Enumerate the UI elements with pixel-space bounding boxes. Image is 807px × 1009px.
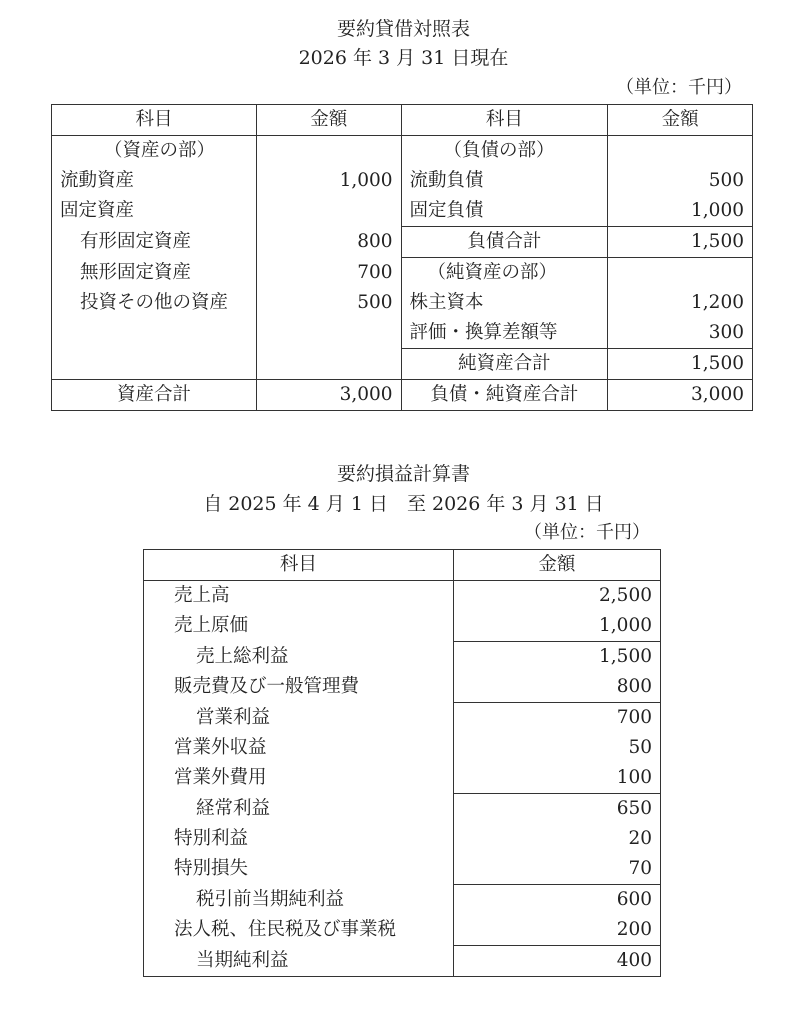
amount-cell: 1,000: [608, 196, 753, 227]
account-label: 売上原価: [174, 615, 249, 637]
table-header-row: [144, 550, 661, 581]
amount-cell: [256, 196, 401, 227]
table-row: [144, 794, 661, 825]
balance-sheet-unit: （単位：千円）: [616, 77, 742, 98]
total-amount: 3,000: [608, 380, 753, 411]
column-header: 科目: [401, 105, 608, 136]
table-row: [52, 196, 753, 227]
account-label: 営業外収益: [174, 737, 267, 758]
account-label: 株主資本: [401, 288, 608, 318]
income-statement-title: 要約損益計算書: [336, 463, 470, 485]
account-label: 営業外費用: [174, 767, 267, 789]
column-header: 科目: [52, 105, 257, 136]
account-label: 売上高: [174, 585, 230, 606]
subtotal-label: 純資産合計: [401, 349, 608, 380]
account-label: 無形固定資産: [80, 261, 192, 283]
account-label: 有形固定資産: [80, 231, 192, 252]
amount-cell: 100: [453, 763, 660, 794]
amount-cell: 200: [453, 915, 660, 946]
income-statement-unit: （単位：千円）: [524, 522, 650, 543]
table-row: [144, 885, 661, 916]
table-row: [52, 227, 753, 258]
amount-cell: [608, 136, 753, 167]
amount-cell: 70: [453, 854, 660, 885]
account-label: [52, 349, 257, 380]
total-amount: 3,000: [256, 380, 401, 411]
amount-cell: 400: [453, 946, 660, 977]
balance-sheet-title: 要約貸借対照表: [336, 18, 470, 40]
subtotal-label: 負債合計: [401, 227, 608, 258]
account-label: 特別利益: [174, 828, 249, 849]
section-heading: （資産の部）: [104, 140, 216, 161]
total-label: 資産合計: [52, 380, 257, 411]
table-row: [52, 166, 753, 196]
column-header: 金額: [256, 105, 401, 136]
account-label: 特別損失: [174, 858, 249, 880]
income-statement-period: 自 2025 年 4 月 1 日 至 2026 年 3 月 31 日: [203, 493, 604, 515]
amount-cell: 500: [256, 288, 401, 318]
total-label: 負債・純資産合計: [401, 380, 608, 411]
section-heading: （純資産の部）: [401, 258, 608, 289]
amount-cell: 700: [256, 258, 401, 289]
column-header: 金額: [608, 105, 753, 136]
amount-cell: 300: [608, 318, 753, 349]
section-heading: （負債の部）: [401, 136, 608, 167]
balance-sheet-table: [51, 104, 753, 411]
amount-cell: 20: [453, 824, 660, 854]
subtotal-label: 税引前当期純利益: [196, 888, 345, 910]
table-row: [52, 258, 753, 289]
amount-cell: 600: [453, 885, 660, 916]
amount-cell: [256, 349, 401, 380]
account-label: [52, 318, 257, 349]
total-row: [52, 380, 753, 411]
balance-sheet-date: 2026 年 3 月 31 日現在: [298, 47, 509, 69]
table-row: [52, 136, 753, 167]
amount-cell: [608, 258, 753, 289]
table-row: [144, 915, 661, 946]
amount-cell: 700: [453, 703, 660, 734]
amount-cell: 1,000: [453, 611, 660, 642]
subtotal-label: 営業利益: [196, 706, 271, 728]
account-label: 固定負債: [401, 196, 608, 227]
table-row: [144, 581, 661, 612]
subtotal-label: 経常利益: [196, 797, 271, 819]
table-row: [52, 349, 753, 380]
amount-cell: 1,000: [256, 166, 401, 196]
subtotal-label: 売上総利益: [196, 645, 289, 667]
table-header-row: [52, 105, 753, 136]
table-row: [144, 611, 661, 642]
table-row: [144, 824, 661, 854]
amount-cell: 1,500: [608, 349, 753, 380]
table-row: [144, 733, 661, 763]
table-row: [144, 642, 661, 673]
amount-cell: 800: [453, 672, 660, 703]
column-header: 科目: [144, 550, 454, 581]
account-label: 流動負債: [401, 166, 608, 196]
account-label: 投資その他の資産: [80, 292, 229, 313]
column-header: 金額: [453, 550, 660, 581]
table-row: [144, 703, 661, 734]
subtotal-label: 当期純利益: [196, 949, 289, 971]
amount-cell: 1,500: [608, 227, 753, 258]
amount-cell: 2,500: [453, 581, 660, 612]
table-row: [144, 946, 661, 977]
account-label: 法人税、住民税及び事業税: [174, 919, 397, 941]
amount-cell: 500: [608, 166, 753, 196]
amount-cell: 650: [453, 794, 660, 825]
account-label: 評価・換算差額等: [401, 318, 608, 349]
table-row: [144, 763, 661, 794]
table-row: [144, 854, 661, 885]
amount-cell: 50: [453, 733, 660, 763]
amount-cell: 1,500: [453, 642, 660, 673]
table-row: [144, 672, 661, 703]
amount-cell: 800: [256, 227, 401, 258]
income-statement-table: [143, 549, 661, 977]
amount-cell: 1,200: [608, 288, 753, 318]
account-label: 固定資産: [60, 200, 135, 222]
amount-cell: [256, 136, 401, 167]
account-label: 販売費及び一般管理費: [174, 676, 360, 698]
account-label: 流動資産: [60, 170, 135, 191]
table-row: [52, 318, 753, 349]
amount-cell: [256, 318, 401, 349]
table-row: [52, 288, 753, 318]
